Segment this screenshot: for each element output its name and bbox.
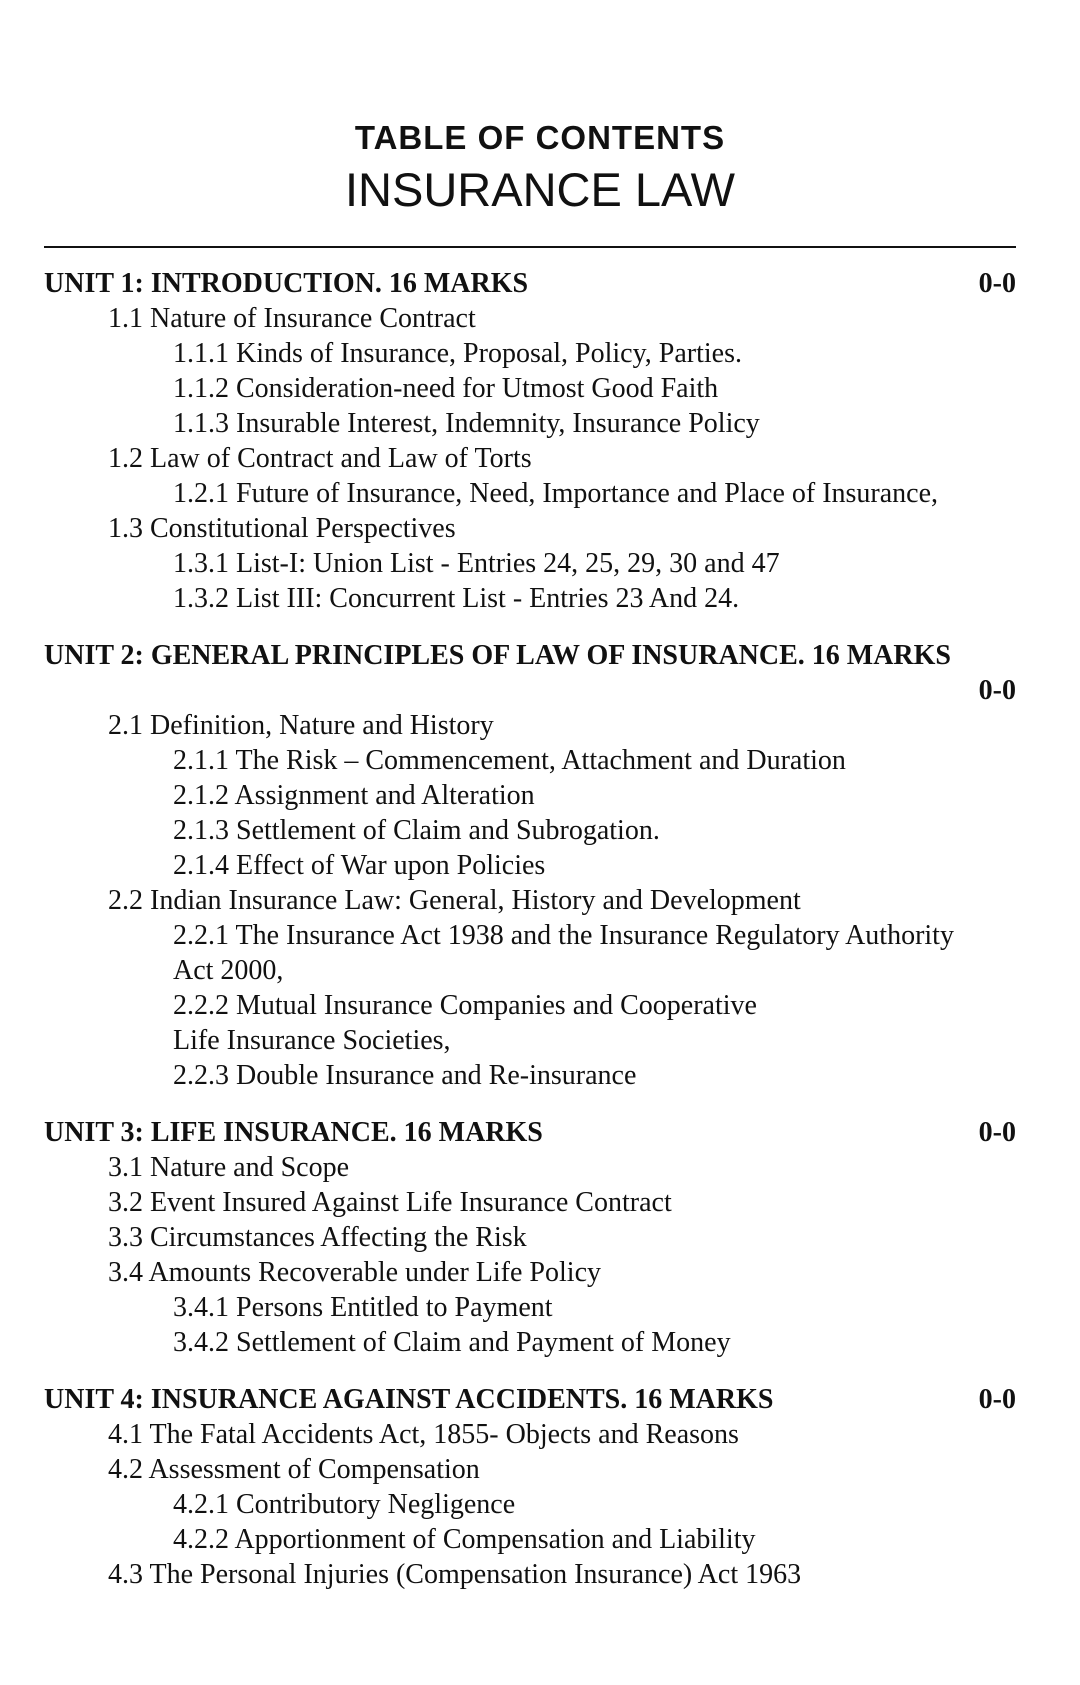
unit-1 — [44, 266, 1016, 616]
toc-body — [44, 266, 1016, 1614]
subsection-item: 2.2.3 Double Insurance and Re-insurance — [173, 1060, 637, 1091]
section-item: 2.1 Definition, Nature and History — [108, 710, 494, 741]
subsection-item: 1.1.3 Insurable Interest, Indemnity, Insurance Policy — [173, 408, 760, 439]
subsection-item: 1.3.1 List-I: Union List - Entries 24, 25, 29, 30 and 47 — [173, 548, 780, 579]
subsection-item: 3.4.1 Persons Entitled to Payment — [173, 1292, 553, 1323]
unit-heading — [44, 638, 1016, 673]
section-item: 1.3 Constitutional Perspectives — [108, 513, 456, 544]
section-item: 3.2 Event Insured Against Life Insurance Contract — [108, 1187, 672, 1218]
subsection-item: 2.1.3 Settlement of Claim and Subrogation. — [173, 815, 660, 846]
unit-3 — [44, 1115, 1016, 1360]
subsection-item: 2.1.2 Assignment and Alteration — [173, 780, 535, 811]
subsection-continuation: Act 2000, — [173, 955, 284, 986]
unit-4 — [44, 1382, 1016, 1592]
section-item: 3.3 Circumstances Affecting the Risk — [108, 1222, 527, 1253]
subsection-item: 4.2.1 Contributory Negligence — [173, 1489, 516, 1520]
subsection-continuation: Life Insurance Societies, — [173, 1025, 451, 1056]
unit-marks: 0-0 — [978, 268, 1016, 299]
subsection-item: 1.3.2 List III: Concurrent List - Entries 23 And 24. — [173, 583, 740, 614]
section-item: 4.1 The Fatal Accidents Act, 1855- Objects and Reasons — [108, 1419, 739, 1450]
section-item: 1.1 Nature of Insurance Contract — [108, 303, 476, 334]
unit-title: UNIT 3: LIFE INSURANCE. 16 MARKS — [44, 1117, 543, 1148]
unit-marks: 0-0 — [978, 675, 1016, 706]
subsection-item: 2.2.1 The Insurance Act 1938 and the Insurance Regulatory Authority — [173, 920, 954, 951]
unit-title: UNIT 1: INTRODUCTION. 16 MARKS — [44, 268, 529, 299]
toc-title: TABLE OF CONTENTS — [354, 119, 726, 156]
unit-marks: 0-0 — [978, 1384, 1016, 1415]
section-item: 3.4 Amounts Recoverable under Life Policy — [108, 1257, 601, 1288]
document-title: INSURANCE LAW — [345, 163, 735, 216]
subsection-item: 3.4.2 Settlement of Claim and Payment of Money — [173, 1327, 731, 1358]
title-divider — [44, 246, 1016, 248]
section-item: 2.2 Indian Insurance Law: General, History and Development — [108, 885, 801, 916]
subsection-item: 1.1.2 Consideration-need for Utmost Good Faith — [173, 373, 719, 404]
page-header — [0, 118, 1080, 218]
subsection-item: 2.1.4 Effect of War upon Policies — [173, 850, 546, 881]
unit-2 — [44, 638, 1016, 1093]
section-item: 1.2 Law of Contract and Law of Torts — [108, 443, 532, 474]
section-item: 4.3 The Personal Injuries (Compensation Insurance) Act 1963 — [108, 1559, 802, 1590]
subsection-item: 1.2.1 Future of Insurance, Need, Importance and Place of Insurance, — [173, 478, 939, 509]
subsection-item: 2.2.2 Mutual Insurance Companies and Cooperative — [173, 990, 757, 1021]
section-item: 3.1 Nature and Scope — [108, 1152, 350, 1183]
subsection-item: 1.1.1 Kinds of Insurance, Proposal, Policy, Parties. — [173, 338, 742, 369]
section-item: 4.2 Assessment of Compensation — [108, 1454, 480, 1485]
subsection-item: 4.2.2 Apportionment of Compensation and Liability — [173, 1524, 756, 1555]
unit-title: UNIT 4: INSURANCE AGAINST ACCIDENTS. 16 MARKS — [44, 1384, 774, 1415]
subsection-item: 2.1.1 The Risk – Commencement, Attachment and Duration — [173, 745, 846, 776]
unit-title: UNIT 2: GENERAL PRINCIPLES OF LAW OF INSURANCE. 16 MARKS — [44, 640, 952, 671]
unit-marks: 0-0 — [978, 1117, 1016, 1148]
unit-heading — [44, 1115, 1016, 1150]
unit-heading — [44, 1382, 1016, 1417]
unit-heading — [44, 266, 1016, 301]
